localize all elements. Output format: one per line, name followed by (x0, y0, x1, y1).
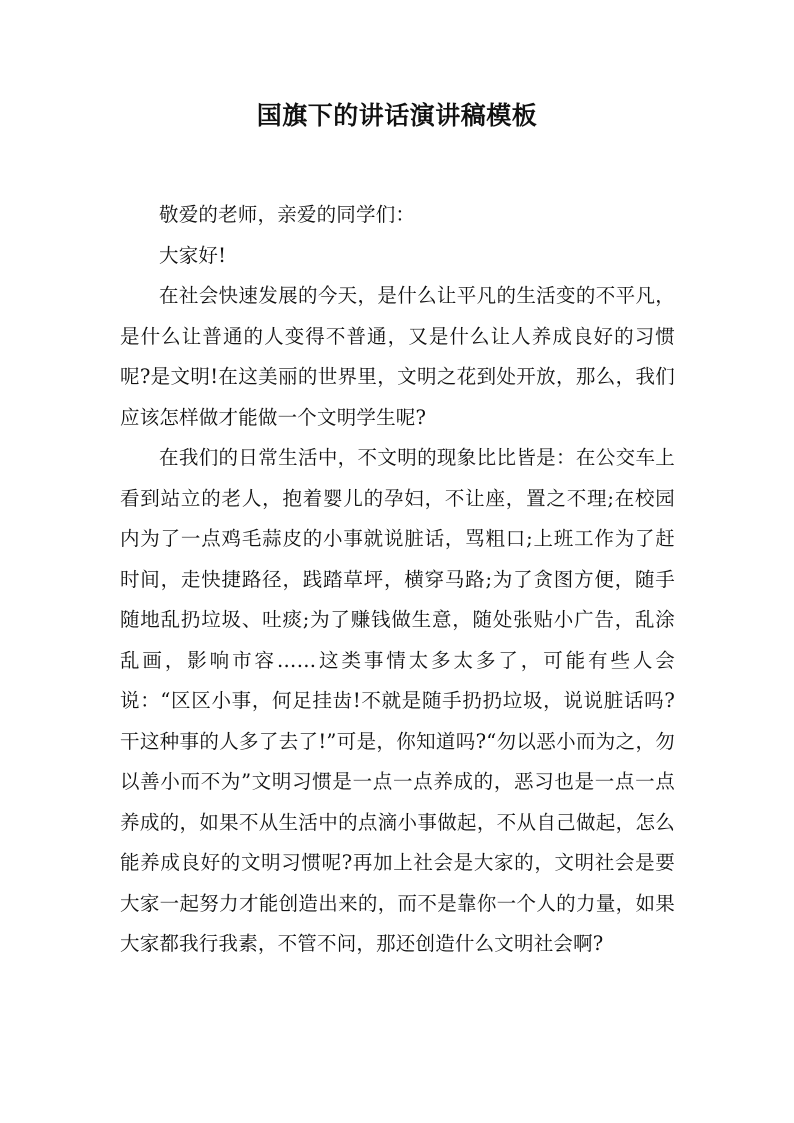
document-body (120, 195, 675, 965)
page-title: 国旗下的讲话演讲稿模板 (256, 101, 538, 130)
greeting-paragraph: 大家好! (159, 243, 227, 267)
body-paragraph: 在我们的日常生活中，不文明的现象比比皆是：在公交车上看到站立的老人，抱着婴儿的孕妇，不让座，置之不理;在校园内为了一点鸡毛蒜皮的小事就说脏话，骂粗口;上班工作为了赶时间，走快捷路径，践踏草坪，横穿马路;为了贪图方便，随手随地乱扔垃圾、吐痰;为了赚钱做生意，随处张贴小广告，乱涂乱画，影响市容……这类事情太多太多了，可能有些人会说：“区区小事，何足挂齿!不就是随手扔扔垃圾，说说脏话吗?干这种事的人多了去了!”可是，你知道吗?“勿以恶小而为之，勿以善小而不为”文明习惯是一点一点养成的，恶习也是一点一点养成的，如果不从生活中的点滴小事做起，不从自己做起，怎么能养成良好的文明习惯呢?再加上社会是大家的，文明社会是要大家一起努力才能创造出来的，而不是靠你一个人的力量，如果大家都我行我素，不管不问，那还创造什么文明社会啊? (120, 446, 675, 955)
salutation-paragraph: 敬爱的老师，亲爱的同学们： (159, 203, 416, 226)
body-paragraph: 在社会快速发展的今天，是什么让平凡的生活变的不平凡，是什么让普通的人变得不普通，又是什么让人养成良好的习惯呢?是文明!在这美丽的世界里，文明之花到处开放，那么，我们应该怎样做才能做一个文明学生呢? (120, 284, 675, 429)
